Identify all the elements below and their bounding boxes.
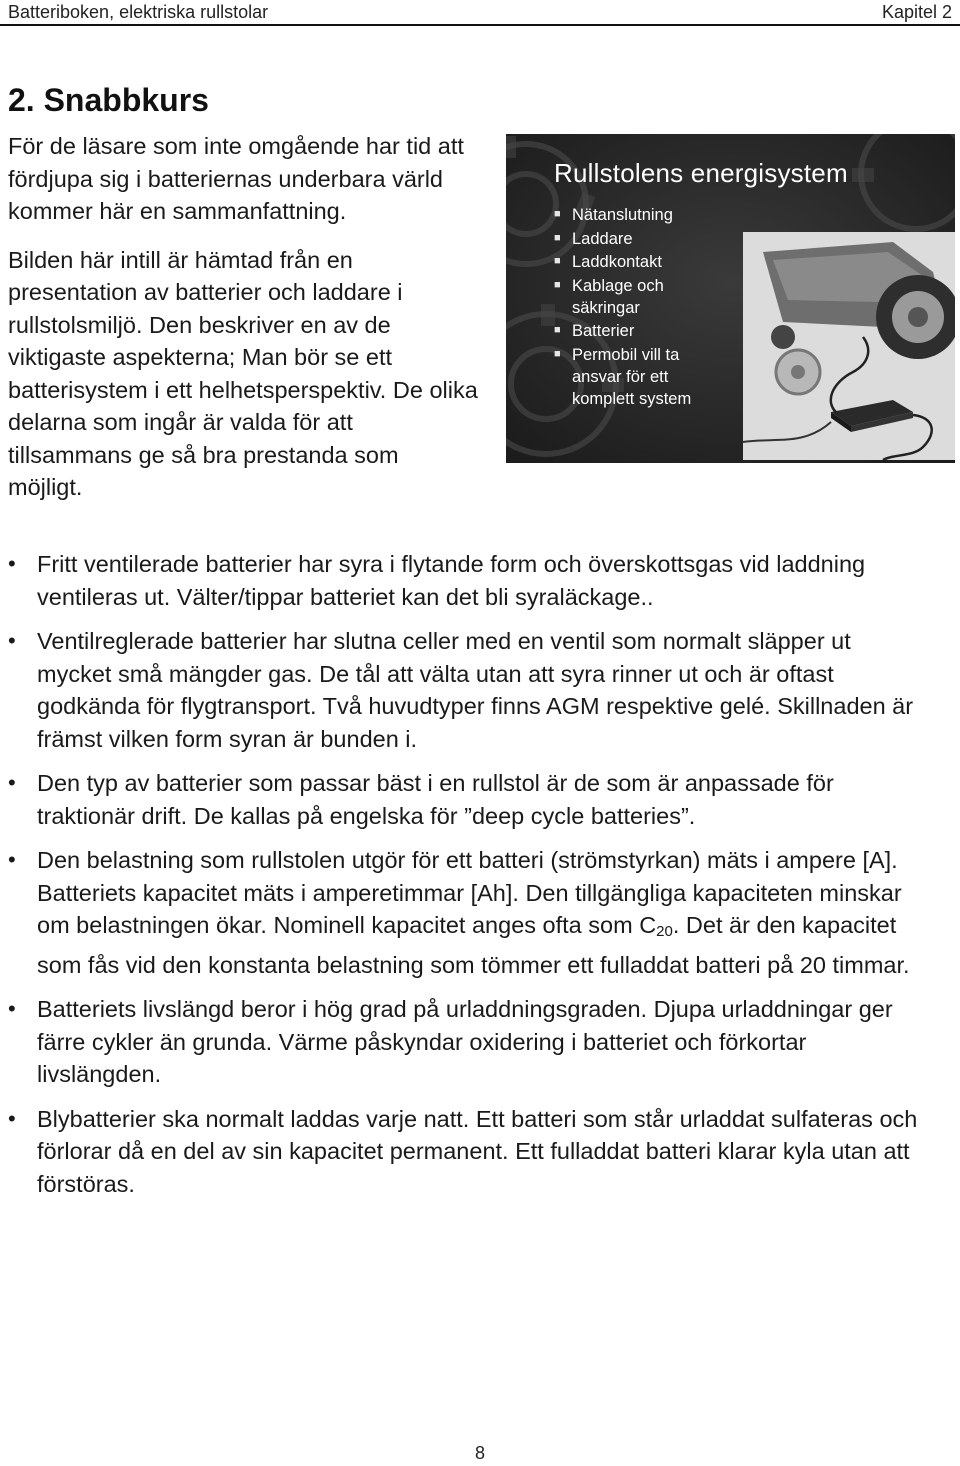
square-bullet-icon: ■ [554, 347, 561, 360]
bullet-item: • Blybatterier ska normalt laddas varje natt. Ett batteri som står urladdat sulfateras och förlorar då en del av sin kapacitet permanent. Ett fulladdat batteri klarar kyla utan att förstöras. [8, 1103, 920, 1201]
header-book-title: Batteriboken, elektriska rullstolar [8, 2, 269, 22]
bullet-dot-icon: • [8, 847, 16, 872]
wheelchair-charger-photo [743, 232, 955, 460]
bullet-item: • Den belastning som rullstolen utgör för ett batteri (strömstyrkan) mäts i ampere [A]. Batteriets kapacitet mäts i amperetimmar [Ah]. Den tillgängliga kapaciteten minskar om belastningen ökar. Nominell kapacitet anges ofta som $C_{20}$. Det är den kapacitet som fås vid den konstanta belastning som tömmer ett fulladdat batteri på 20 timmar. [8, 844, 920, 981]
slide-list-item: ■ Batterier [554, 322, 635, 340]
square-bullet-icon: ■ [554, 208, 561, 220]
bullet-item: • Fritt ventilerade batterier har syra i flytande form och överskottsgas vid laddning ventileras ut. Välter/tippar batteriet kan det bli syraläckage.. [8, 548, 920, 613]
bullet-dot-icon: • [8, 1105, 16, 1131]
slide-list-item: ■ Laddkontakt [554, 253, 662, 271]
intro-paragraph-2: Bilden här intill är hämtad från en presentation av batterier och laddare i rullstolsmiljö. Den beskriver en av de viktigaste aspekterna; Man bör se ett batterisystem i ett helhetsperspektiv. De olika delarna som ingår är valda för att tillsammans ge så bra prestanda som möjligt. [8, 246, 478, 500]
slide-bullet-list [554, 204, 704, 411]
summary-bullet-list [8, 548, 920, 1212]
slide-list-item: ■ Permobil vill ta ansvar för ett komplett system [554, 345, 692, 408]
square-bullet-icon: ■ [554, 278, 561, 291]
bullet-item: • Batteriets livslängd beror i hög grad på urladdningsgraden. Djupa urladdningar ger färre cykler än grunda. Värme påskyndar oxidering i batteriet och förkortar livslängden. [8, 993, 920, 1091]
slide-list-item: ■ Laddare [554, 229, 633, 248]
bullet-dot-icon: • [8, 551, 16, 576]
slide-list-item: ■ Kablage och säkringar [554, 276, 664, 317]
square-bullet-icon: ■ [554, 255, 561, 267]
bullet-item: • Den typ av batterier som passar bäst i en rullstol är de som är anpassade för traktionär drift. De kallas på engelska för ”deep cycle batteries”. [8, 767, 920, 832]
slide-list-item: ■ Nätanslutning [554, 206, 673, 224]
page-number: 8 [474, 1443, 485, 1463]
square-bullet-icon: ■ [554, 231, 561, 244]
section-title: 2. Snabbkurs [8, 82, 209, 118]
square-bullet-icon: ■ [554, 324, 561, 336]
bullet-dot-icon: • [8, 770, 16, 795]
running-header [8, 0, 952, 26]
slide-title: Rullstolens energisystem [554, 158, 848, 188]
bullet-dot-icon: • [8, 996, 16, 1021]
bullet-dot-icon: • [8, 628, 16, 653]
bullet-item: • Ventilreglerade batterier har slutna celler med en ventil som normalt släpper ut mycket små mängder gas. De tål att välta utan att syra rinner ut och är oftast godkända för flygtransport. Två huvudtyper finns AGM respektive gelé. Skillnaden är främst vilken form syran är bunden i. [8, 625, 920, 755]
header-rule [0, 24, 960, 26]
presentation-slide-image [506, 134, 955, 463]
intro-paragraph-1: För de läsare som inte omgående har tid att fördjupa sig i batteriernas underbara värld kommer här en sammanfattning. [8, 133, 464, 224]
capacity-subscript: 20 [656, 923, 673, 940]
intro-text [8, 130, 478, 504]
header-chapter: Kapitel 2 [881, 2, 952, 22]
